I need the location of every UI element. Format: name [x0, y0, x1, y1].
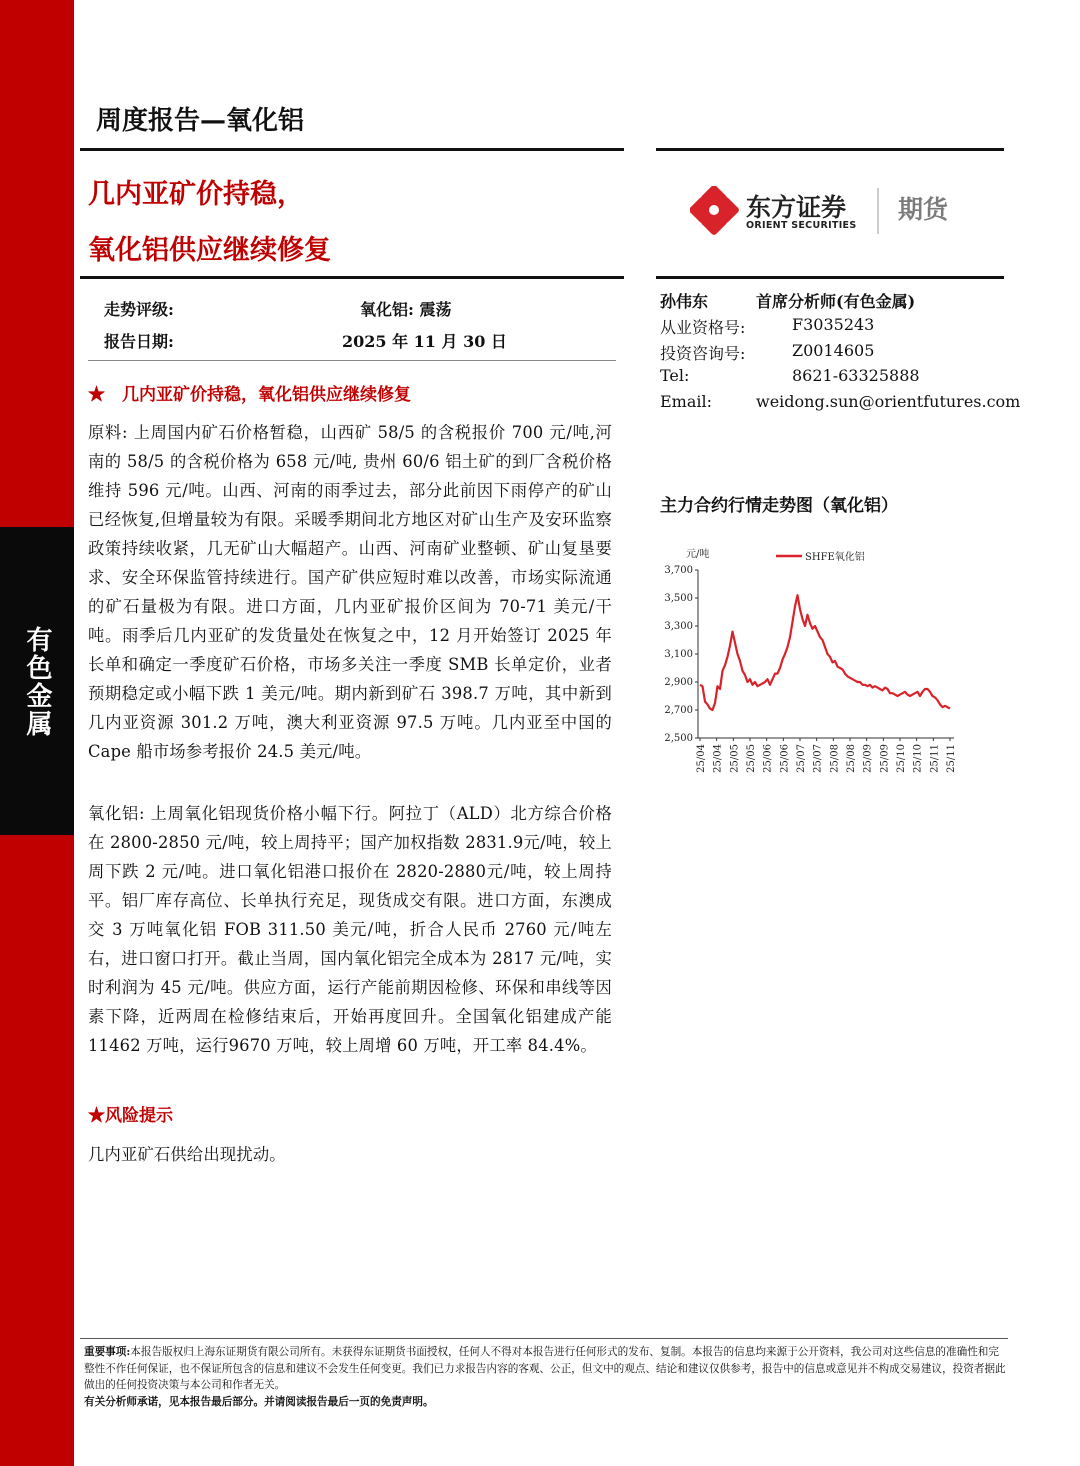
rating-value: 氧化铝: 震荡	[360, 300, 452, 319]
company-logo	[690, 186, 990, 238]
x-tick-label: 25/05	[746, 744, 757, 773]
x-tick-label: 25/11	[946, 744, 957, 773]
x-tick-label: 25/04	[696, 744, 707, 773]
analyst-consult-no: Z0014605	[792, 341, 875, 360]
x-tick-label: 25/07	[796, 744, 807, 773]
paragraph-raw-material: 原料: 上周国内矿石价格暂稳，山西矿 58/5 的含税报价 700 元/吨,河南的 58/5 的含税价格为 658 元/吨, 贵州 60/6 铝土矿的到厂含税价格维持 596 元/吨。山西、河南的雨季过去，部分此前因下雨停产的矿山已经恢复,但增量较为有限。采暖季期间北方地区对矿山生产及安环监察政策持续收紧，几无矿山大幅超产。山西、河南矿业整顿、矿山复垦要求、安全环保监管持续进行。国产矿供应短时难以改善，市场实际流通的矿石量极为有限。进口方面，几内亚矿报价区间为 70-71 美元/干吨。雨季后几内亚矿的发货量处在恢复之中，12 月开始签订 2025 年长单和确定一季度矿石价格，市场多关注一季度 SMB 长单定价，业者预期稳定或小幅下跌 1 美元/吨。期内新到矿石 398.7 万吨，其中新到几内亚资源 301.2 万吨，澳大利亚资源 97.5 万吨。几内亚至中国的 Cape 船市场参考报价 24.5 美元/吨。	[88, 423, 612, 761]
x-tick-label: 25/05	[729, 744, 741, 773]
summary-heading: ★ 几内亚矿价持稳，氧化铝供应继续修复	[88, 385, 411, 405]
report-type-title: 周度报告—氧化铝	[96, 106, 305, 136]
chart-title: 主力合约行情走势图（氧化铝）	[660, 496, 898, 516]
series-line	[700, 595, 950, 710]
paragraph-alumina: 氧化铝: 上周氧化铝现货价格小幅下行。阿拉丁（ALD）北方综合价格在 2800-2850 元/吨，较上周持平；国产加权指数 2831.9元/吨，较上周下跌 2 元/吨。进口氧化铝港口报价在 2820-2880元/吨，较上周持平。铝厂库存高位、长单执行充足，现货成交有限。进口方面，东澳成交 3 万吨氧化铝 FOB 311.50 美元/吨，折合人民币 2760 元/吨左右，进口窗口打开。截止当周，国内氧化铝完全成本为 2817 元/吨，实时利润为 45 元/吨。供应方面，运行产能前期因检修、环保和串线等因素下降，近两周在检修结束后，开始再度回升。全国氧化铝建成产能 11462 万吨，运行9670 万吨，较上周增 60 万吨，开工率 84.4%。	[88, 804, 612, 1055]
analyst-row-label: Tel:	[660, 366, 690, 385]
analyst-name: 孙伟东	[660, 292, 709, 311]
x-tick-label: 25/10	[896, 744, 907, 773]
x-tick-label: 25/04	[712, 744, 724, 773]
footer-notice-text: 本报告版权归上海东证期货有限公司所有。未获得东证期货书面授权，任何人不得对本报告进行任何形式的发布、复制。本报告的信息均来源于公开资料，我公司对这些信息的准确性和完整性不作任何保证，也不保证所包含的信息和建议不会发生任何变更。我们已力求报告内容的客观、公正，但文中的观点、结论和建议仅供参考，报告中的信息或意见并不构成交易建议，投资者据此做出的任何投资决策与本公司和作者无关。	[84, 1346, 1006, 1391]
header-rule-right	[656, 148, 1004, 151]
risk-text: 几内亚矿石供给出现扰动。	[88, 1145, 286, 1164]
logo-name-en: ORIENT SECURITIES	[746, 220, 857, 231]
analyst-qualification: F3035243	[792, 315, 875, 334]
logo-suffix: 期货	[898, 195, 949, 224]
y-tick-label: 2,500	[664, 733, 693, 744]
risk-heading: ★风险提示	[88, 1106, 173, 1126]
x-tick-label: 25/07	[812, 744, 824, 773]
price-chart-svg	[652, 540, 992, 790]
rating-label: 走势评级:	[104, 300, 174, 319]
headline-line-1: 几内亚矿价持稳，	[88, 179, 304, 210]
footer-commitment: 有关分析师承诺，见本报告最后部分。并请阅读报告最后一页的免责声明。	[84, 1395, 434, 1408]
headline-line-2: 氧化铝供应继续修复	[88, 235, 331, 266]
y-tick-label: 2,700	[664, 705, 693, 716]
analyst-email[interactable]: weidong.sun@orientfutures.com	[756, 392, 1021, 411]
analyst-row-label: Email:	[660, 392, 713, 411]
side-category-label: 有色金属	[22, 626, 52, 738]
analyst-row-label: 从业资格号:	[660, 318, 746, 337]
y-tick-label: 3,100	[664, 649, 693, 660]
date-value: 2025 年 11 月 30 日	[342, 332, 507, 351]
headline-rule-left	[80, 276, 624, 279]
x-tick-label: 25/08	[846, 744, 857, 773]
logo-name-cn: 东方证券	[746, 193, 847, 222]
y-tick-label: 3,700	[664, 565, 693, 576]
footer-rule	[80, 1338, 1008, 1339]
y-tick-label: 3,500	[664, 593, 693, 604]
price-chart	[652, 540, 992, 790]
analyst-row-label: 投资咨询号:	[660, 344, 746, 363]
headline-rule-right	[656, 276, 1004, 279]
meta-divider	[88, 360, 616, 361]
x-tick-label: 25/09	[862, 744, 874, 773]
y-tick-label: 2,900	[664, 677, 693, 688]
x-tick-label: 25/11	[929, 744, 941, 773]
analyst-tel: 8621-63325888	[792, 366, 920, 385]
header-rule-left	[80, 148, 624, 151]
analyst-title: 首席分析师(有色金属)	[756, 292, 916, 311]
y-axis-label: 元/吨	[686, 549, 710, 560]
x-tick-label: 25/06	[779, 744, 791, 773]
x-tick-label: 25/06	[762, 744, 774, 773]
footer-notice-label: 重要事项:	[84, 1346, 131, 1358]
x-tick-label: 25/09	[879, 744, 891, 773]
footer-disclaimer	[84, 1344, 1008, 1410]
legend-label: SHFE氧化铝	[805, 552, 865, 563]
y-tick-label: 3,300	[664, 621, 693, 632]
date-label: 报告日期:	[104, 332, 174, 351]
x-tick-label: 25/08	[829, 744, 841, 773]
x-tick-label: 25/10	[912, 744, 924, 773]
